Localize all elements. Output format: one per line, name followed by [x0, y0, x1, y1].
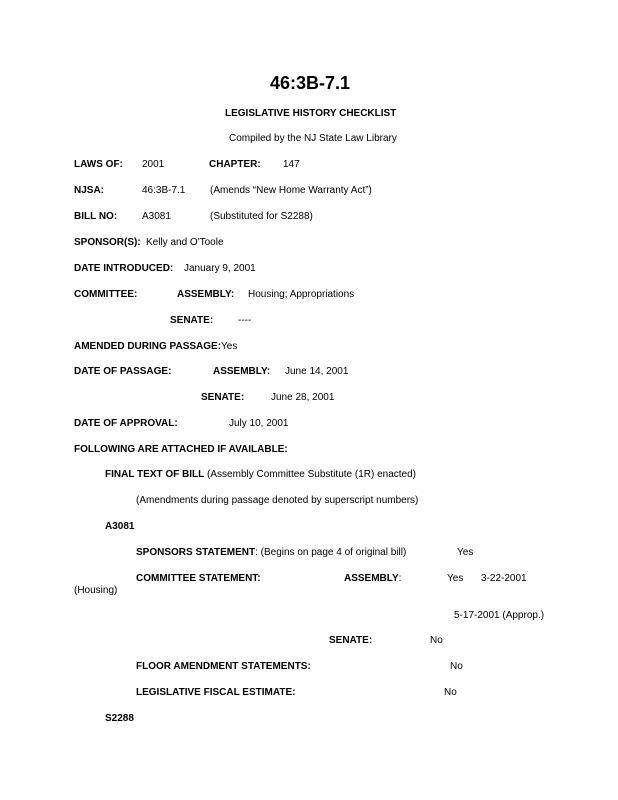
committee-statement-date1: 3-22-2001 [481, 573, 527, 584]
date-introduced-label: DATE INTRODUCED: [74, 263, 174, 274]
committee-statement-assembly [344, 574, 401, 584]
njsa-note: (Amends “New Home Warranty Act”) [210, 185, 372, 196]
approval-value: July 10, 2001 [229, 418, 289, 429]
approval-label: DATE OF APPROVAL: [74, 418, 178, 429]
fiscal-estimate-value: No [444, 687, 457, 698]
a3081-heading: A3081 [105, 521, 135, 532]
bill-no-note: (Substituted for S2288) [210, 211, 313, 222]
compiled-by: Compiled by the NJ State Law Library [229, 133, 397, 144]
njsa-label: NJSA: [74, 185, 105, 196]
passage-senate-label: SENATE: [201, 392, 245, 403]
laws-of-value: 2001 [142, 159, 165, 170]
page-title: 46:3B-7.1 [270, 73, 351, 93]
sponsors-statement-label: SPONSORS STATEMENT [136, 547, 256, 558]
passage-assembly-value: June 14, 2001 [285, 366, 349, 377]
amendments-note: (Amendments during passage denoted by superscript numbers) [136, 495, 419, 506]
njsa-value: 46:3B-7.1 [142, 185, 186, 196]
final-text-label: FINAL TEXT OF BILL [105, 469, 205, 480]
floor-amendment-value: No [450, 661, 463, 672]
passage-label: DATE OF PASSAGE: [74, 366, 172, 377]
sponsors-statement-note: : (Begins on page 4 of original bill) [255, 547, 407, 558]
sponsors-value: Kelly and O'Toole [146, 237, 224, 248]
committee-statement-label: COMMITTEE STATEMENT: [136, 573, 261, 584]
attached-heading: FOLLOWING ARE ATTACHED IF AVAILABLE: [74, 444, 288, 455]
committee-assembly-value: Housing; Appropriations [248, 289, 355, 300]
committee-label: COMMITTEE: [74, 289, 138, 300]
committee-senate-label: SENATE: [170, 315, 214, 326]
committee-statement-assembly-label: ASSEMBLY [344, 573, 399, 584]
amended-value: Yes [221, 341, 238, 352]
committee-statement-assembly-colon: : [398, 573, 402, 584]
laws-of-label: LAWS OF: [74, 159, 123, 170]
committee-senate-value: ---- [238, 315, 252, 326]
bill-no-label: BILL NO: [74, 211, 118, 222]
sponsors-statement-value: Yes [457, 547, 474, 558]
committee-statement-assembly-value: Yes [447, 573, 464, 584]
floor-amendment-label: FLOOR AMENDMENT STATEMENTS: [136, 661, 311, 672]
sponsors-label: SPONSOR(S): [74, 237, 141, 248]
final-text-line [105, 470, 416, 480]
bill-no-value: A3081 [142, 211, 171, 222]
sponsors-statement-line [136, 548, 406, 558]
passage-senate-value: June 28, 2001 [271, 392, 335, 403]
fiscal-estimate-label: LEGISLATIVE FISCAL ESTIMATE: [136, 687, 296, 698]
date-introduced-value: January 9, 2001 [184, 263, 256, 274]
checklist-heading: LEGISLATIVE HISTORY CHECKLIST [225, 108, 397, 119]
passage-assembly-label: ASSEMBLY: [213, 366, 271, 377]
s2288-heading: S2288 [105, 713, 134, 724]
committee-statement-senate-label: SENATE: [329, 635, 373, 646]
committee-statement-senate-value: No [430, 635, 443, 646]
committee-statement-date1-note: (Housing) [74, 585, 118, 596]
final-text-note: (Assembly Committee Substitute (1R) enacted) [207, 469, 417, 480]
committee-assembly-label: ASSEMBLY: [177, 289, 235, 300]
chapter-label: CHAPTER: [209, 159, 261, 170]
amended-label: AMENDED DURING PASSAGE: [74, 341, 222, 352]
committee-statement-date2: 5-17-2001 (Approp.) [454, 610, 545, 621]
chapter-value: 147 [283, 159, 300, 170]
